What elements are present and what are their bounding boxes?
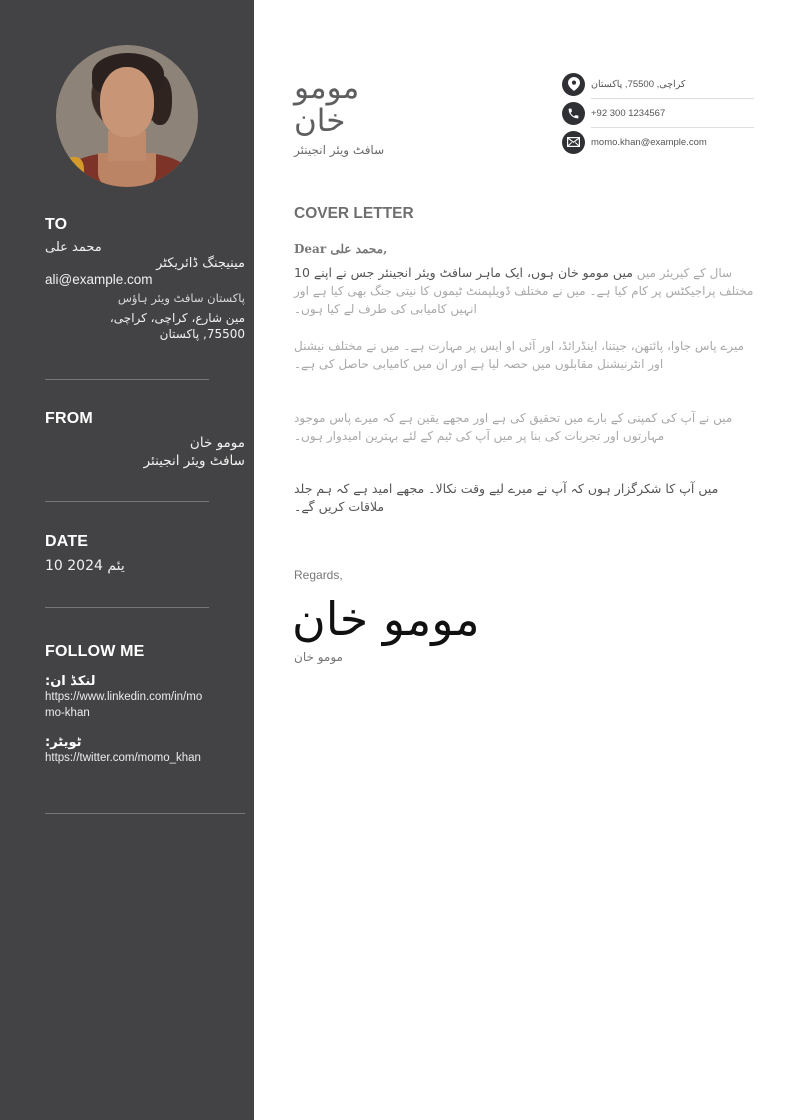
contact-email [562,128,754,156]
contact-phone-text: +92 300 1234567 [591,107,666,119]
email-icon [562,131,585,154]
contact-location-text: کراچی, 75500, پاکستان [591,78,686,90]
contact-email-text[interactable]: momo.khan@example.com [591,136,707,148]
contact-location [562,70,754,98]
signer-name: مومو خان [294,650,343,664]
contact-phone [562,99,754,127]
linkedin-link[interactable]: https://www.linkedin.com/in/momo-khan [45,691,203,719]
sender-name: مومو خان [189,435,245,451]
linkedin-label: لنکڈ ان: [45,674,96,689]
profile-photo [56,45,198,187]
recipient-address-line2: 75500, پاکستان [159,327,245,341]
signature: مومو خان [292,592,480,646]
recipient-name: محمد علی [45,240,102,255]
paragraph-2: میرے پاس جاوا، پائتھن، جیتنا، اینڈرائڈ، اور آئی او ایس پر مہارت ہے۔ میں نے مختلف نیشنل اور انٹرنیشنل مقابلوں میں حصہ لیا ہے اور ان میں کامیابی حاصل کی ہے۔ [294,339,745,371]
recipient-address-line1: مین شارع، کراچی، کراچی، [109,311,245,325]
recipient-email: ali@example.com [45,272,153,287]
date-value: 10 2024 مئی [45,558,125,574]
salutation: Dear محمد علی, [294,242,388,256]
header-name [294,72,394,138]
date-section [45,533,245,575]
from-title: FROM [45,410,93,427]
paragraph-1-lead: میں مومو خان ہوں، ایک ماہر سافٹ ویئر انجینئر جس نے اپنے 10 [294,265,633,280]
closing: Regards, [294,568,343,582]
paragraph-3: میں نے آپ کی کمپنی کے بارے میں تحقیق کی ہے اور مجھے یقین ہے کہ میرے پاس موجود مہارتوں اور تجربات کی بنا پر میں آپ کی ٹیم کے لئے بہترین امیدوار ہوں۔ [294,411,733,443]
to-section [45,216,245,342]
twitter-label: ٹویٹر: [45,735,82,750]
follow-title: FOLLOW ME [45,643,145,660]
paragraph-1 [294,264,754,318]
paragraph-4: میں آپ کا شکرگزار ہوں کہ آپ نے میرے لیے وقت نکالا۔ مجھے امید ہے کہ ہم جلد ملاقات کریں گے۔ [294,481,719,514]
follow-section [45,643,245,766]
paragraph-1-rest: سال کے کیریئر میں مختلف پراجیکٹس پر کام کیا ہے۔ میں نے مختلف ڈویلپمنٹ ٹیموں کا نیتی جنگ بھی کیا ہے اور انہیں کامیابی کی طرف لے کیا ہوں۔ [294,266,754,316]
sidebar [0,0,254,1120]
from-section [45,410,245,470]
main-content [254,0,794,1120]
twitter-link[interactable]: https://twitter.com/momo_khan [45,752,201,764]
divider [45,813,245,814]
divider [45,379,209,380]
to-title: TO [45,216,68,233]
recipient-role: مینیجنگ ڈائریکٹر [156,256,245,271]
header-subtitle: سافٹ ویئر انجینئر [294,143,385,157]
sender-role: سافٹ ویئر انجینئر [143,453,245,469]
phone-icon [562,102,585,125]
recipient-company: پاکستان سافٹ ویئر ہاؤس [117,291,245,305]
date-title: DATE [45,533,89,550]
divider [45,501,209,502]
header-name-line1: مومو [294,70,360,106]
divider [45,607,209,608]
location-pin-icon [562,73,585,96]
header-name-line2: خان [294,103,346,139]
cover-letter-title: COVER LETTER [294,205,414,222]
